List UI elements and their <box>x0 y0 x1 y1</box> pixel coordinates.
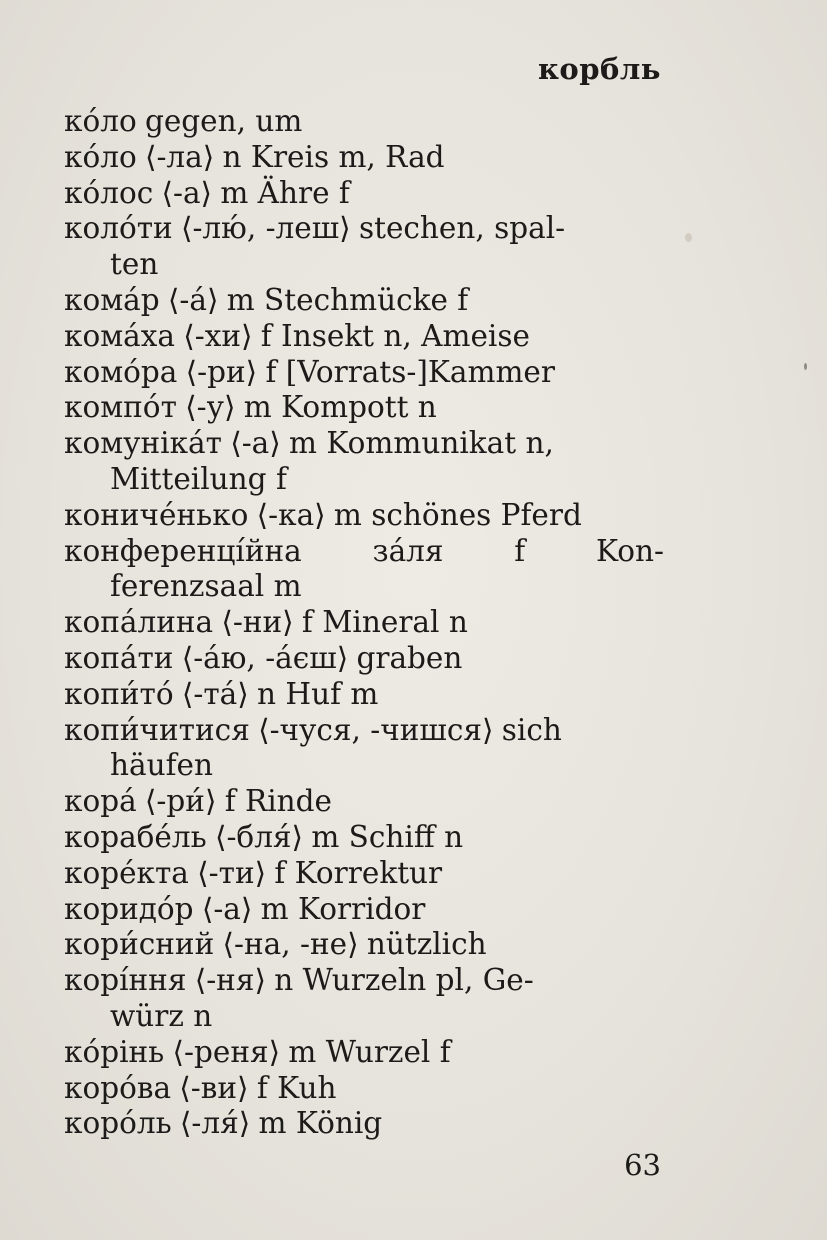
grammar-info: ⟨-ри⟩ <box>185 354 258 389</box>
gloss: nützlich <box>366 927 487 962</box>
gloss: stechen, spal- <box>358 211 566 246</box>
running-head: корбль <box>537 52 661 86</box>
list-item <box>64 390 664 426</box>
list-item <box>64 1071 664 1107</box>
grammar-info: ⟨-ви⟩ <box>179 1070 249 1105</box>
grammar-info: ⟨-á⟩ <box>167 282 219 317</box>
grammar-info: ⟨-лю́, -леш⟩ <box>180 211 351 246</box>
gloss: n Huf m <box>257 676 379 711</box>
grammar-info: ⟨-а⟩ <box>201 891 253 926</box>
list-item <box>64 140 664 176</box>
grammar-info: ⟨-ни⟩ <box>221 605 294 640</box>
list-item <box>64 355 664 391</box>
gloss: m schönes Pferd <box>333 497 582 532</box>
headword: комáр <box>64 282 160 317</box>
headword: комунікáт <box>64 426 222 461</box>
grammar-info: ⟨-а⟩ <box>161 175 213 210</box>
continuation-line: würz n <box>110 998 213 1033</box>
headword: кори́сний <box>64 927 215 962</box>
gloss: f <box>514 533 526 568</box>
gloss: f Kuh <box>256 1070 337 1105</box>
gloss: m Kommunikat n, <box>289 426 554 461</box>
gloss: f [Vorrats-]Kammer <box>265 354 555 389</box>
grammar-info: зáля <box>372 533 444 568</box>
headword: коничéнько <box>64 497 249 532</box>
headword: кóрінь <box>64 1034 165 1069</box>
gloss: f Rinde <box>224 784 333 819</box>
headword: копи́тó <box>64 676 174 711</box>
gloss-continuation: Kon- <box>595 533 664 568</box>
grammar-info: ⟨-на, -не⟩ <box>222 927 359 962</box>
grammar-info: ⟨-у⟩ <box>185 390 236 425</box>
headword: корéкта <box>64 855 189 890</box>
list-item <box>64 963 664 1035</box>
continuation-line: ten <box>110 247 159 282</box>
headword: компóт <box>64 390 177 425</box>
list-item <box>64 1035 664 1071</box>
list-item <box>64 1106 664 1142</box>
list-item <box>64 211 664 283</box>
headword: корабéль <box>64 819 207 854</box>
headword: корóва <box>64 1070 172 1105</box>
list-item <box>64 319 664 355</box>
headword: копáлина <box>64 605 214 640</box>
continuation-line: Mitteilung f <box>110 461 287 496</box>
gloss: gegen, um <box>144 104 303 138</box>
grammar-info: ⟨-ла⟩ <box>144 139 215 174</box>
list-item <box>64 498 664 534</box>
paper-speck <box>804 363 807 370</box>
grammar-info: ⟨-ти⟩ <box>197 855 267 890</box>
gloss: f Korrektur <box>274 855 443 890</box>
headword: корóль <box>64 1106 172 1141</box>
grammar-info: ⟨-а⟩ <box>230 426 281 461</box>
grammar-info: ⟨-ня⟩ <box>194 963 266 998</box>
headword: кóло <box>64 139 137 174</box>
headword: копи́читися <box>64 712 250 747</box>
continuation-line: ferenzsaal m <box>110 569 302 604</box>
headword: кóлос <box>64 175 154 210</box>
gloss: n Kreis m, Rad <box>222 139 445 174</box>
entry-list <box>64 104 664 1142</box>
grammar-info: ⟨-тá⟩ <box>181 676 249 711</box>
grammar-info: ⟨-áю, -áєш⟩ <box>181 640 349 675</box>
grammar-info: ⟨-хи⟩ <box>183 318 253 353</box>
gloss: f Mineral n <box>301 605 468 640</box>
grammar-info: ⟨-ри́⟩ <box>144 784 217 819</box>
grammar-info: ⟨-реня⟩ <box>172 1034 281 1069</box>
page-number: 63 <box>624 1148 661 1182</box>
list-item <box>64 784 664 820</box>
gloss: graben <box>356 640 463 675</box>
headword: комóра <box>64 354 178 389</box>
justified-line <box>64 534 664 570</box>
headword: копáти <box>64 640 174 675</box>
headword: колóти <box>64 211 173 246</box>
headword: корá <box>64 784 137 819</box>
headword: конференці́йна <box>64 533 302 568</box>
list-item <box>64 892 664 928</box>
gloss: sich <box>501 712 562 747</box>
gloss: m Schiff n <box>311 819 464 854</box>
grammar-info: ⟨-ля́⟩ <box>179 1106 251 1141</box>
paper-speck <box>685 233 692 242</box>
list-item <box>64 534 664 606</box>
gloss: m Kompott n <box>243 390 437 425</box>
gloss: m Korridor <box>260 891 426 926</box>
gloss: m Wurzel f <box>288 1034 451 1069</box>
list-item <box>64 820 664 856</box>
headword: корі́ння <box>64 963 187 998</box>
list-item <box>64 927 664 963</box>
grammar-info: ⟨-чуся, -чишся⟩ <box>258 712 494 747</box>
list-item <box>64 426 664 498</box>
grammar-info: ⟨-бля́⟩ <box>214 819 304 854</box>
gloss: m Stechmücke f <box>226 282 469 317</box>
list-item <box>64 176 664 212</box>
list-item <box>64 641 664 677</box>
list-item <box>64 104 664 140</box>
list-item <box>64 605 664 641</box>
headword: кóло <box>64 104 137 138</box>
gloss: n Wurzeln pl, Ge- <box>274 963 534 998</box>
list-item <box>64 283 664 319</box>
gloss: m Ähre f <box>220 175 350 210</box>
list-item <box>64 713 664 785</box>
list-item <box>64 856 664 892</box>
gloss: f Insekt n, Ameise <box>260 318 530 353</box>
grammar-info: ⟨-ка⟩ <box>256 497 326 532</box>
headword: коридóр <box>64 891 194 926</box>
headword: комáха <box>64 318 175 353</box>
continuation-line: häufen <box>110 748 213 783</box>
gloss: m König <box>258 1106 383 1141</box>
list-item <box>64 677 664 713</box>
